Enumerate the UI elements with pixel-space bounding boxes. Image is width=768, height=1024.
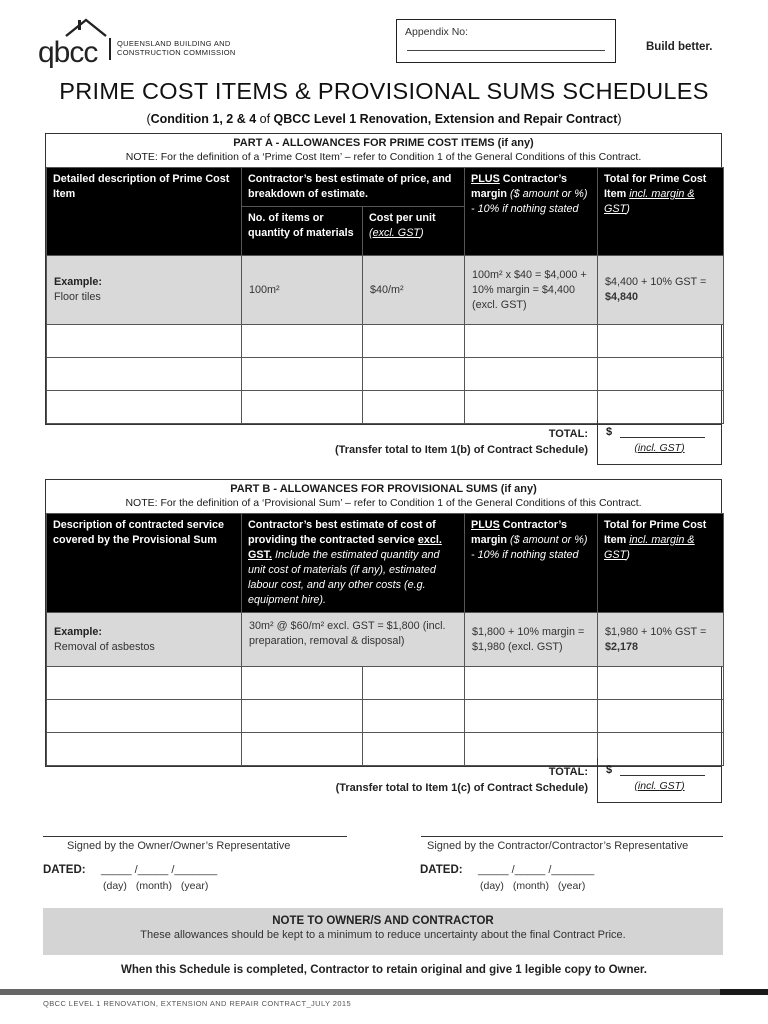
col-total: Total for Prime Cost Item incl. margin & GST) [598,168,724,256]
tagline: Build better. [646,41,713,53]
retain-instruction: When this Schedule is completed, Contractor to retain original and give 1 legible copy to Owner. [121,964,647,976]
col-description: Detailed description of Prime Cost Item [47,168,242,256]
incl-gst-label: (incl. GST) [634,780,685,792]
contractor-date-parts: (day) (month) (year) [480,880,586,892]
example-estimate: 30m² @ $60/m² excl. GST = $1,800 (incl. preparation, removal & disposal) [242,613,465,667]
part-a-total-label: TOTAL: (Transfer total to Item 1(b) of Contract Schedule) [334,428,588,456]
col-quantity: No. of items or quantity of materials [242,207,363,256]
table-row[interactable] [47,325,724,358]
appendix-label: Appendix No: [405,26,469,38]
owner-dated-label: DATED: [43,864,86,876]
page-subtitle: (Condition 1, 2 & 4 of QBCC Level 1 Renovation, Extension and Repair Contract) [146,112,622,126]
page-title: PRIME COST ITEMS & PROVISIONAL SUMS SCHEDULES [59,78,709,104]
footer-text: QBCC LEVEL 1 RENOVATION, EXTENSION AND REPAIR CONTRACT_JULY 2015 [43,999,352,1008]
example-margin: 100m² x $40 = $4,000 + 10% margin = $4,400 (excl. GST) [465,256,598,325]
example-total: $1,980 + 10% GST = $2,178 [598,613,724,667]
part-b-title: PART B - ALLOWANCES FOR PROVISIONAL SUMS (if any) [230,483,537,495]
note-title: NOTE TO OWNER/S AND CONTRACTOR [272,915,494,927]
table-row[interactable] [47,667,724,700]
example-total: $4,400 + 10% GST = $4,840 [598,256,724,325]
part-a-table [45,133,722,425]
part-a-note: NOTE: For the definition of a ‘Prime Cost Item’ – refer to Condition 1 of the General Conditions of this Contract. [125,151,642,163]
logo-subtitle: QUEENSLAND BUILDING AND CONSTRUCTION COMMISSION [117,39,236,57]
contractor-signature-label: Signed by the Contractor/Contractor’s Representative [427,840,689,852]
logo-wordmark: qbcc [38,36,98,69]
note-box [43,908,723,955]
part-b-header [46,480,721,513]
part-b-table [45,479,722,767]
part-b-note: NOTE: For the definition of a ‘Provisional Sum’ – refer to Condition 1 of the General Conditions of this Contract. [125,497,642,509]
part-b-total-field[interactable]: $ (incl. GST) [597,758,722,803]
part-b-total-label: TOTAL: (Transfer total to Item 1(c) of Contract Schedule) [335,766,588,794]
example-description: Example: Floor tiles [47,256,242,325]
col-total: Total for Prime Cost Item incl. margin & GST) [598,514,724,613]
contractor-signature-line[interactable] [421,836,723,837]
col-margin: PLUS Contractor’s margin ($ amount or %) - 10% if nothing stated [465,168,598,256]
note-body: These allowances should be kept to a minimum to reduce uncertainty about the final Contract Price. [140,929,626,941]
col-margin: PLUS Contractor’s margin ($ amount or %) - 10% if nothing stated [465,514,598,613]
example-description: Example: Removal of asbestos [47,613,242,667]
col-estimate: Contractor’s best estimate of cost of providing the contracted service excl. GST. Include the estimated quantity and unit cost of materials (if any), estimated labour cost, and any other costs (e.g. equipment hire). [242,514,465,613]
appendix-input-line[interactable] [407,50,605,51]
qbcc-logo [38,12,258,68]
part-a-grid [46,167,724,424]
appendix-box[interactable] [396,19,616,63]
owner-signature-label: Signed by the Owner/Owner’s Representative [67,840,291,852]
part-a-title: PART A - ALLOWANCES FOR PRIME COST ITEMS (if any) [233,137,534,149]
part-a-total-field[interactable]: $ (incl. GST) [597,420,722,465]
contractor-dated-label: DATED: [420,864,463,876]
table-row[interactable] [47,700,724,733]
table-row[interactable] [47,358,724,391]
part-a-header [46,134,721,167]
part-b-grid [46,513,724,766]
example-margin: $1,800 + 10% margin = $1,980 (excl. GST) [465,613,598,667]
incl-gst-label: (incl. GST) [634,442,685,454]
contractor-date-field[interactable]: _____ /_____ /_______ [478,864,595,876]
col-cost-per-unit: Cost per unit (excl. GST) [363,207,465,256]
example-row [47,613,724,667]
table-row[interactable] [47,391,724,424]
owner-date-parts: (day) (month) (year) [103,880,209,892]
col-description: Description of contracted service covered by the Provisional Sum [47,514,242,613]
logo-divider [109,38,111,60]
owner-date-field[interactable]: _____ /_____ /_______ [101,864,218,876]
col-estimate: Contractor’s best estimate of price, and breakdown of estimate. [242,168,465,207]
example-row [47,256,724,325]
example-cost: $40/m² [363,256,465,325]
owner-signature-line[interactable] [43,836,347,837]
example-quantity: 100m² [242,256,363,325]
footer-bar [0,989,768,995]
